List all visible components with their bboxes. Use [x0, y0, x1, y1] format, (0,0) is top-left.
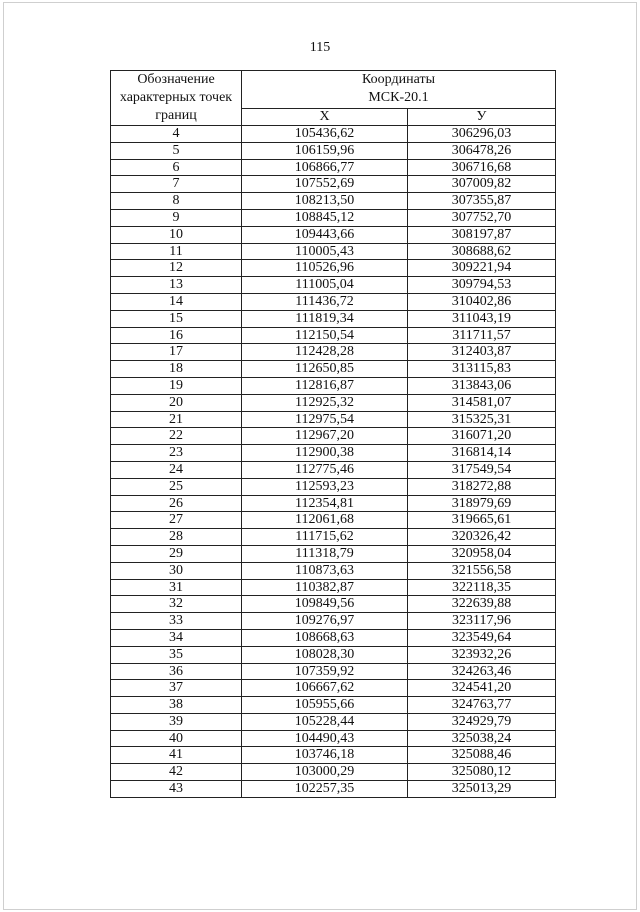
cell-y: 307355,87	[408, 193, 556, 210]
cell-point-number: 37	[111, 680, 242, 697]
cell-point-number: 13	[111, 277, 242, 294]
cell-point-number: 39	[111, 713, 242, 730]
cell-y: 324763,77	[408, 697, 556, 714]
table-row	[111, 613, 556, 630]
table-row	[111, 545, 556, 562]
cell-x: 112967,20	[242, 428, 408, 445]
cell-point-number: 15	[111, 310, 242, 327]
table-row	[111, 680, 556, 697]
header-x: X	[242, 108, 408, 125]
coordinates-table	[110, 70, 556, 798]
cell-x: 108213,50	[242, 193, 408, 210]
cell-point-number: 36	[111, 663, 242, 680]
cell-point-number: 42	[111, 764, 242, 781]
cell-x: 109849,56	[242, 596, 408, 613]
cell-y: 313843,06	[408, 377, 556, 394]
cell-x: 112593,23	[242, 478, 408, 495]
cell-x: 107552,69	[242, 176, 408, 193]
cell-point-number: 17	[111, 344, 242, 361]
cell-x: 112061,68	[242, 512, 408, 529]
cell-point-number: 32	[111, 596, 242, 613]
cell-x: 112975,54	[242, 411, 408, 428]
cell-x: 103746,18	[242, 747, 408, 764]
cell-point-number: 19	[111, 377, 242, 394]
cell-y: 324541,20	[408, 680, 556, 697]
table-row	[111, 512, 556, 529]
cell-x: 108028,30	[242, 646, 408, 663]
table-row	[111, 159, 556, 176]
header-y: У	[408, 108, 556, 125]
cell-y: 319665,61	[408, 512, 556, 529]
cell-x: 105955,66	[242, 697, 408, 714]
cell-x: 108668,63	[242, 629, 408, 646]
cell-y: 325080,12	[408, 764, 556, 781]
cell-y: 324263,46	[408, 663, 556, 680]
table-row	[111, 747, 556, 764]
table-row	[111, 209, 556, 226]
table-row	[111, 310, 556, 327]
cell-x: 112354,81	[242, 495, 408, 512]
cell-point-number: 24	[111, 461, 242, 478]
cell-point-number: 6	[111, 159, 242, 176]
cell-y: 307009,82	[408, 176, 556, 193]
cell-y: 307752,70	[408, 209, 556, 226]
table-row	[111, 764, 556, 781]
cell-point-number: 31	[111, 579, 242, 596]
table-row	[111, 713, 556, 730]
cell-point-number: 9	[111, 209, 242, 226]
cell-y: 316071,20	[408, 428, 556, 445]
table-row	[111, 529, 556, 546]
cell-y: 323932,26	[408, 646, 556, 663]
cell-x: 108845,12	[242, 209, 408, 226]
table-row	[111, 176, 556, 193]
cell-x: 109443,66	[242, 226, 408, 243]
cell-y: 323117,96	[408, 613, 556, 630]
cell-point-number: 35	[111, 646, 242, 663]
cell-y: 313115,83	[408, 361, 556, 378]
cell-y: 308688,62	[408, 243, 556, 260]
table-row	[111, 293, 556, 310]
cell-point-number: 41	[111, 747, 242, 764]
page-number: 115	[309, 40, 331, 55]
cell-x: 111436,72	[242, 293, 408, 310]
cell-x: 112900,38	[242, 445, 408, 462]
cell-point-number: 16	[111, 327, 242, 344]
cell-y: 325013,29	[408, 781, 556, 798]
cell-y: 318272,88	[408, 478, 556, 495]
table-row	[111, 377, 556, 394]
table-row	[111, 411, 556, 428]
cell-y: 310402,86	[408, 293, 556, 310]
table-row	[111, 277, 556, 294]
cell-x: 104490,43	[242, 730, 408, 747]
cell-y: 323549,64	[408, 629, 556, 646]
cell-point-number: 10	[111, 226, 242, 243]
table-row	[111, 193, 556, 210]
table-row	[111, 697, 556, 714]
cell-point-number: 4	[111, 126, 242, 143]
cell-x: 106159,96	[242, 142, 408, 159]
cell-point-number: 25	[111, 478, 242, 495]
table-row	[111, 579, 556, 596]
table-body	[111, 126, 556, 798]
cell-x: 111715,62	[242, 529, 408, 546]
header-coordinates	[242, 71, 556, 109]
table-row	[111, 495, 556, 512]
cell-x: 102257,35	[242, 781, 408, 798]
cell-point-number: 30	[111, 562, 242, 579]
cell-x: 103000,29	[242, 764, 408, 781]
table-row	[111, 478, 556, 495]
cell-point-number: 40	[111, 730, 242, 747]
table-row	[111, 445, 556, 462]
cell-x: 111819,34	[242, 310, 408, 327]
cell-y: 309794,53	[408, 277, 556, 294]
cell-point-number: 14	[111, 293, 242, 310]
table-row	[111, 126, 556, 143]
cell-point-number: 21	[111, 411, 242, 428]
table-row	[111, 730, 556, 747]
cell-point-number: 8	[111, 193, 242, 210]
cell-point-number: 5	[111, 142, 242, 159]
cell-x: 107359,92	[242, 663, 408, 680]
cell-y: 309221,94	[408, 260, 556, 277]
cell-x: 112775,46	[242, 461, 408, 478]
cell-point-number: 43	[111, 781, 242, 798]
cell-x: 111318,79	[242, 545, 408, 562]
cell-y: 306716,68	[408, 159, 556, 176]
header-coordinates-title: Координаты	[362, 72, 435, 88]
table-row	[111, 243, 556, 260]
table-row	[111, 428, 556, 445]
table-row	[111, 361, 556, 378]
cell-point-number: 7	[111, 176, 242, 193]
cell-x: 110005,43	[242, 243, 408, 260]
cell-y: 318979,69	[408, 495, 556, 512]
cell-y: 314581,07	[408, 394, 556, 411]
cell-y: 306478,26	[408, 142, 556, 159]
cell-point-number: 12	[111, 260, 242, 277]
cell-y: 322639,88	[408, 596, 556, 613]
cell-y: 321556,58	[408, 562, 556, 579]
cell-y: 311043,19	[408, 310, 556, 327]
cell-x: 110873,63	[242, 562, 408, 579]
cell-x: 109276,97	[242, 613, 408, 630]
cell-x: 105228,44	[242, 713, 408, 730]
cell-x: 110382,87	[242, 579, 408, 596]
cell-y: 306296,03	[408, 126, 556, 143]
cell-x: 111005,04	[242, 277, 408, 294]
cell-point-number: 26	[111, 495, 242, 512]
cell-y: 315325,31	[408, 411, 556, 428]
cell-x: 112150,54	[242, 327, 408, 344]
cell-y: 324929,79	[408, 713, 556, 730]
header-coordinate-system: МСК-20.1	[368, 90, 429, 106]
cell-point-number: 38	[111, 697, 242, 714]
header-point-designation: Обозначение характерных точек границ	[111, 71, 242, 126]
table-row	[111, 646, 556, 663]
table-row	[111, 260, 556, 277]
cell-y: 308197,87	[408, 226, 556, 243]
cell-y: 317549,54	[408, 461, 556, 478]
cell-x: 112816,87	[242, 377, 408, 394]
table-row	[111, 394, 556, 411]
cell-y: 320326,42	[408, 529, 556, 546]
cell-y: 311711,57	[408, 327, 556, 344]
cell-x: 105436,62	[242, 126, 408, 143]
table-row	[111, 461, 556, 478]
cell-x: 112650,85	[242, 361, 408, 378]
table-row	[111, 781, 556, 798]
cell-point-number: 18	[111, 361, 242, 378]
cell-point-number: 23	[111, 445, 242, 462]
table-row	[111, 629, 556, 646]
cell-x: 106667,62	[242, 680, 408, 697]
table-row	[111, 344, 556, 361]
cell-point-number: 28	[111, 529, 242, 546]
table-row	[111, 596, 556, 613]
cell-y: 322118,35	[408, 579, 556, 596]
cell-x: 106866,77	[242, 159, 408, 176]
table-row	[111, 226, 556, 243]
cell-point-number: 34	[111, 629, 242, 646]
table-row	[111, 562, 556, 579]
cell-x: 112925,32	[242, 394, 408, 411]
table-row	[111, 142, 556, 159]
table-row	[111, 327, 556, 344]
cell-point-number: 11	[111, 243, 242, 260]
cell-y: 312403,87	[408, 344, 556, 361]
cell-y: 316814,14	[408, 445, 556, 462]
cell-y: 325038,24	[408, 730, 556, 747]
table-row	[111, 663, 556, 680]
cell-x: 110526,96	[242, 260, 408, 277]
cell-y: 325088,46	[408, 747, 556, 764]
cell-x: 112428,28	[242, 344, 408, 361]
cell-point-number: 29	[111, 545, 242, 562]
cell-point-number: 20	[111, 394, 242, 411]
cell-point-number: 22	[111, 428, 242, 445]
cell-y: 320958,04	[408, 545, 556, 562]
cell-point-number: 27	[111, 512, 242, 529]
cell-point-number: 33	[111, 613, 242, 630]
